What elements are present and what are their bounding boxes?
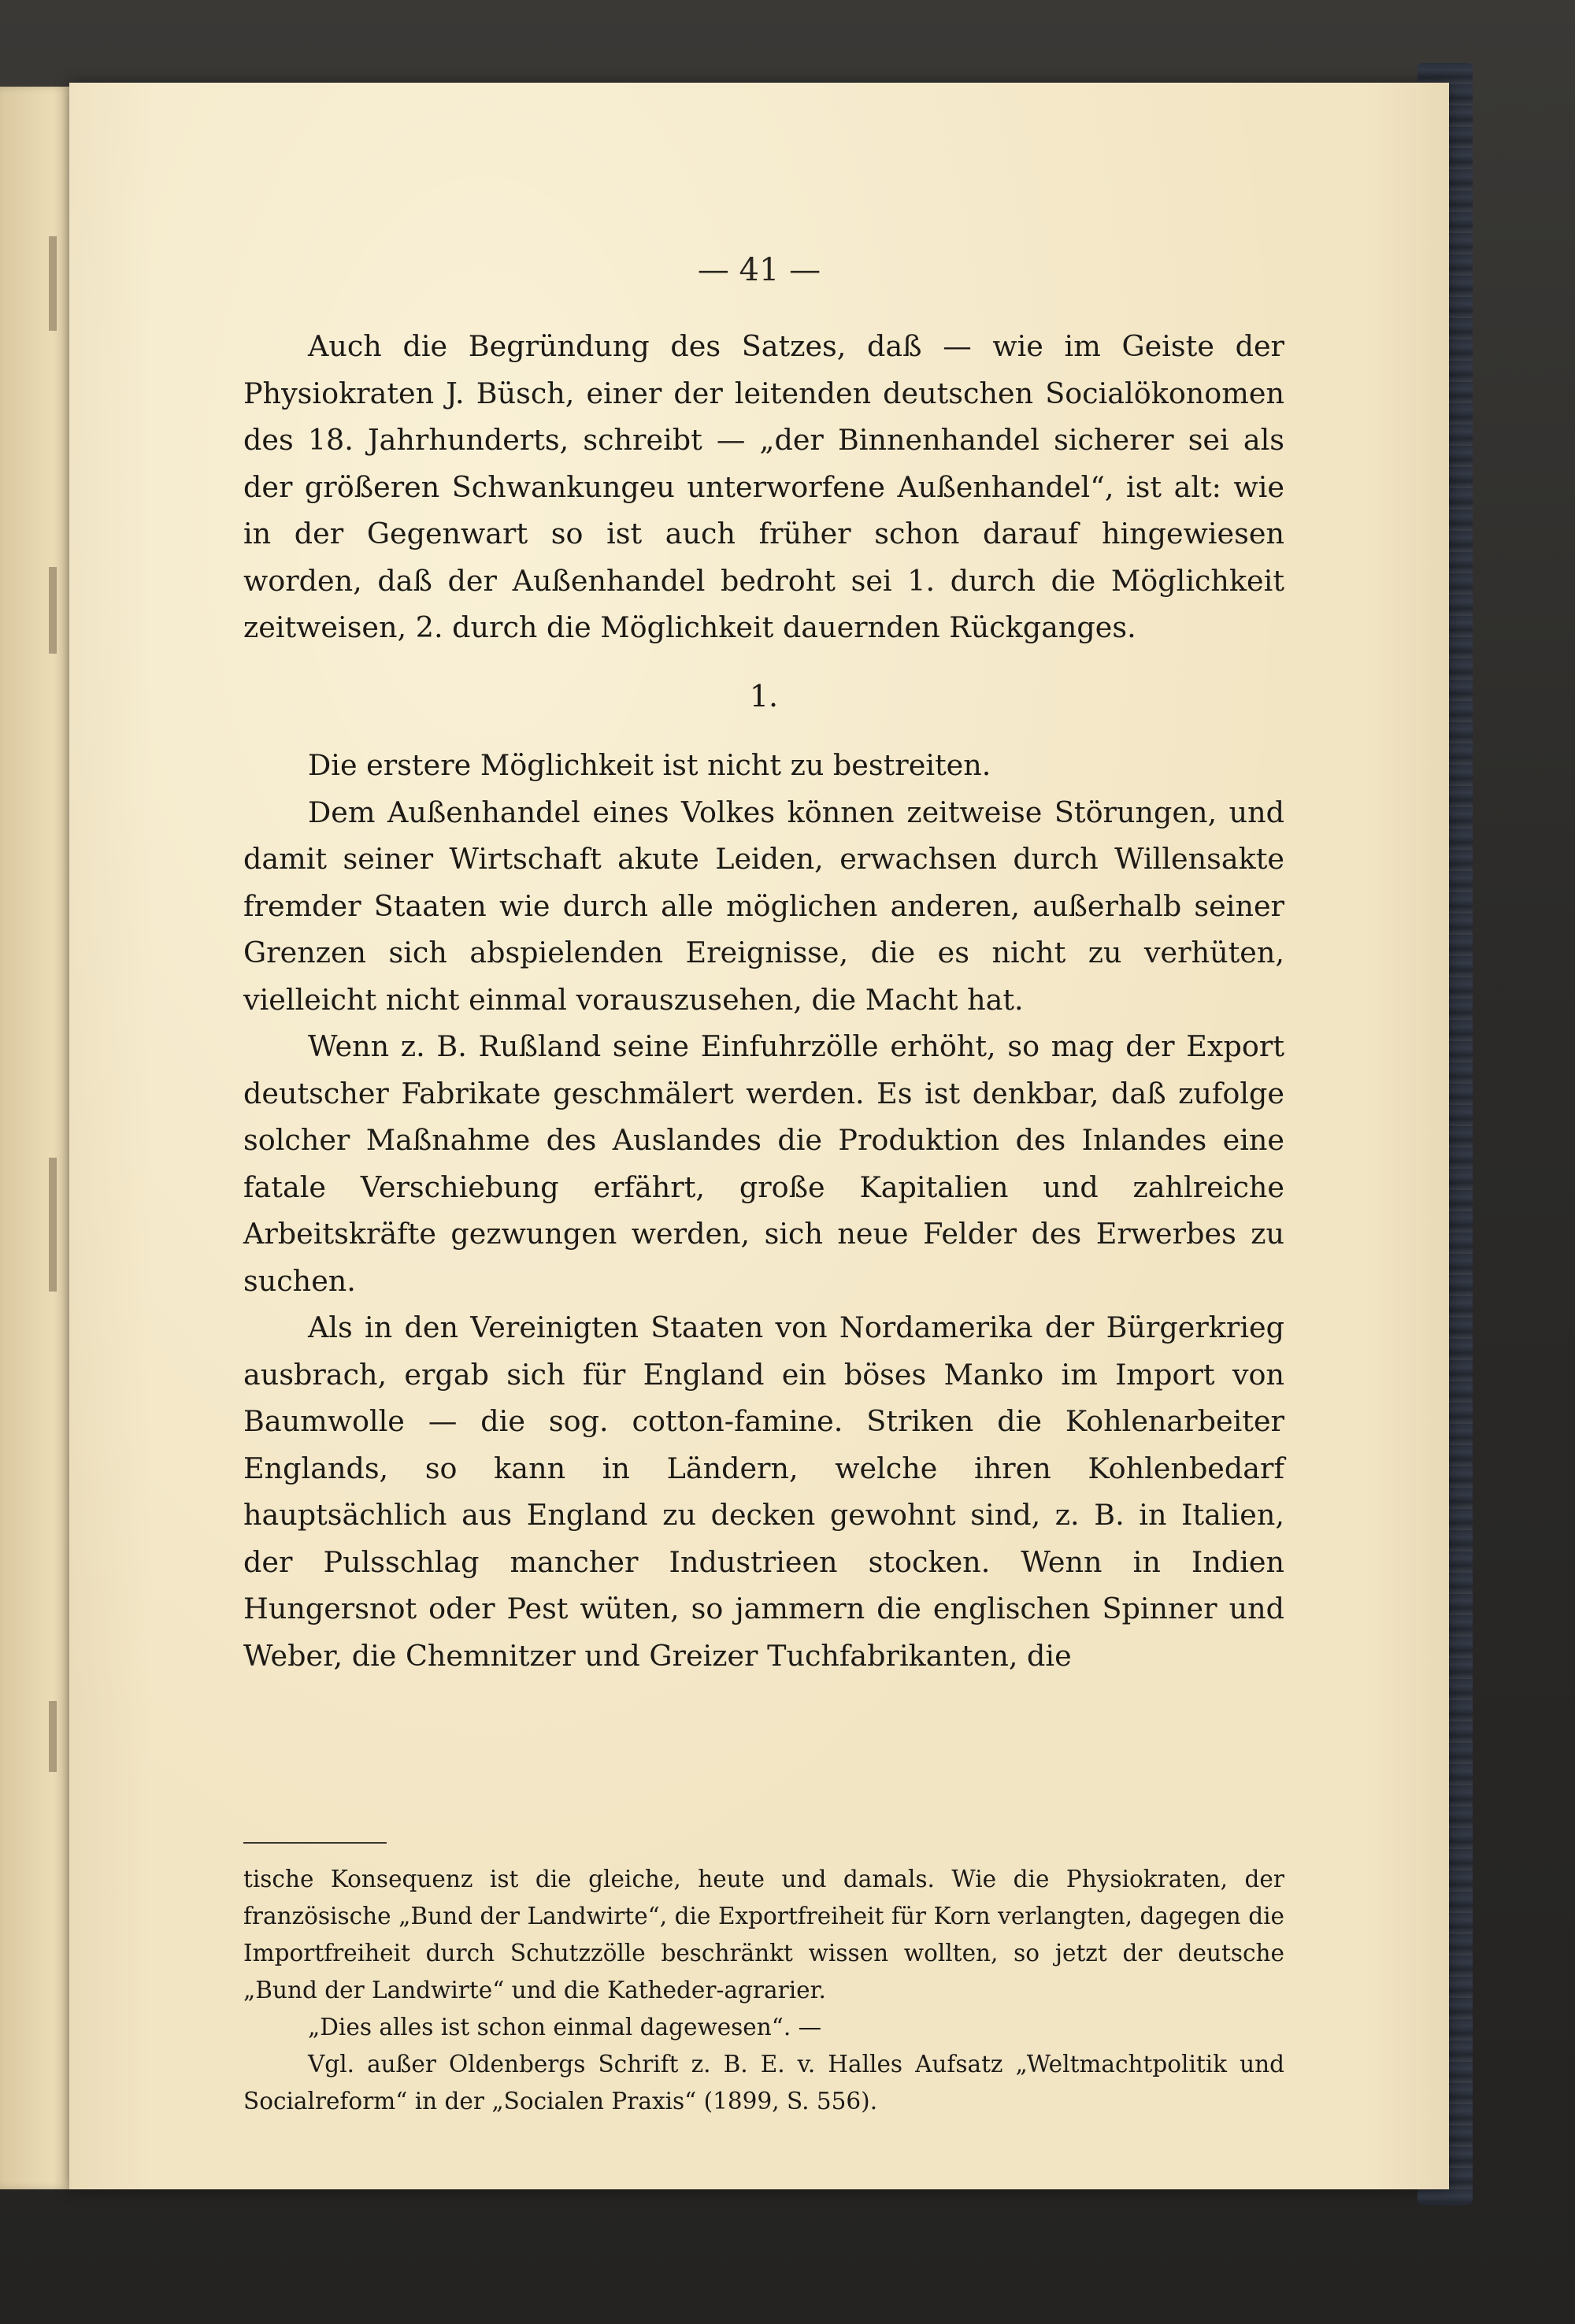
book-page — [69, 83, 1449, 2189]
margin-mark — [49, 567, 57, 654]
main-text — [243, 323, 1284, 1679]
margin-mark — [49, 1701, 57, 1772]
page-number: — 41 — — [697, 252, 821, 288]
previous-page-edge — [0, 87, 75, 2189]
footnote: Vgl. außer Oldenbergs Schrift z. B. E. v. Halles Aufsatz „Weltmachtpolitik und Socialreform“ in der „Socialen Praxis“ (1899, S. 556). — [243, 2051, 1284, 2115]
footnote: „Dies alles ist schon einmal dagewesen“. — — [308, 2014, 822, 2040]
footnote-divider — [243, 1842, 387, 1844]
margin-mark — [49, 236, 57, 331]
section-number: 1. — [749, 678, 779, 714]
paragraph: Auch die Begründung des Satzes, daß — wie im Geiste der Physiokraten J. Büsch, einer der leitenden deutschen Socialökonomen des 18. Jahrhunderts, schreibt — „der Binnenhandel sicherer sei als der größeren Schwankungeu unterworfene Außenhandel“, ist alt: wie in der Gegenwart so ist auch früher schon darauf hingewiesen worden, daß der Außenhandel bedroht sei 1. durch die Möglichkeit zeitweisen, 2. durch die Möglichkeit dauernden Rückganges. — [243, 329, 1284, 644]
paragraph: Als in den Vereinigten Staaten von Nordamerika der Bürgerkrieg ausbrach, ergab sich für England ein böses Manko im Import von Baumwolle — die sog. cotton-famine. Striken die Kohlenarbeiter Englands, so kann in Ländern, welche ihren Kohlenbedarf hauptsächlich aus England zu decken gewohnt sind, z. B. in Italien, der Pulsschlag mancher Industrieen stocken. Wenn in Indien Hungersnot oder Pest wüten, so jammern die englischen Spinner und Weber, die Chemnitzer und Greizer Tuchfabrikanten, die — [243, 1310, 1284, 1673]
paragraph: Die erstere Möglichkeit ist nicht zu bestreiten. — [308, 748, 991, 782]
paragraph: Wenn z. B. Rußland seine Einfuhrzölle erhöht, so mag der Export deutscher Fabrikate geschmälert werden. Es ist denkbar, daß zufolge solcher Maßnahme des Auslandes die Produktion des Inlandes eine fatale Verschiebung erfährt, große Kapitalien und zahlreiche Arbeitskräfte gezwungen werden, sich neue Felder des Erwerbes zu suchen. — [243, 1029, 1284, 1298]
footnotes — [243, 1861, 1284, 2120]
paragraph: Dem Außenhandel eines Volkes können zeitweise Störungen, und damit seiner Wirtschaft akute Leiden, erwachsen durch Willensakte fremder Staaten wie durch alle möglichen anderen, außerhalb seiner Grenzen sich abspielenden Ereignisse, die es nicht zu verhüten, vielleicht nicht einmal vorauszusehen, die Macht hat. — [243, 795, 1284, 1017]
margin-mark — [49, 1158, 57, 1292]
footnote: tische Konsequenz ist die gleiche, heute und damals. Wie die Physiokraten, der französische „Bund der Landwirte“, die Exportfreiheit für Korn verlangten, dagegen die Importfreiheit durch Schutzzölle beschränkt wissen wollten, so jetzt der deutsche „Bund der Landwirte“ und die Katheder-agrarier. — [243, 1866, 1284, 2003]
